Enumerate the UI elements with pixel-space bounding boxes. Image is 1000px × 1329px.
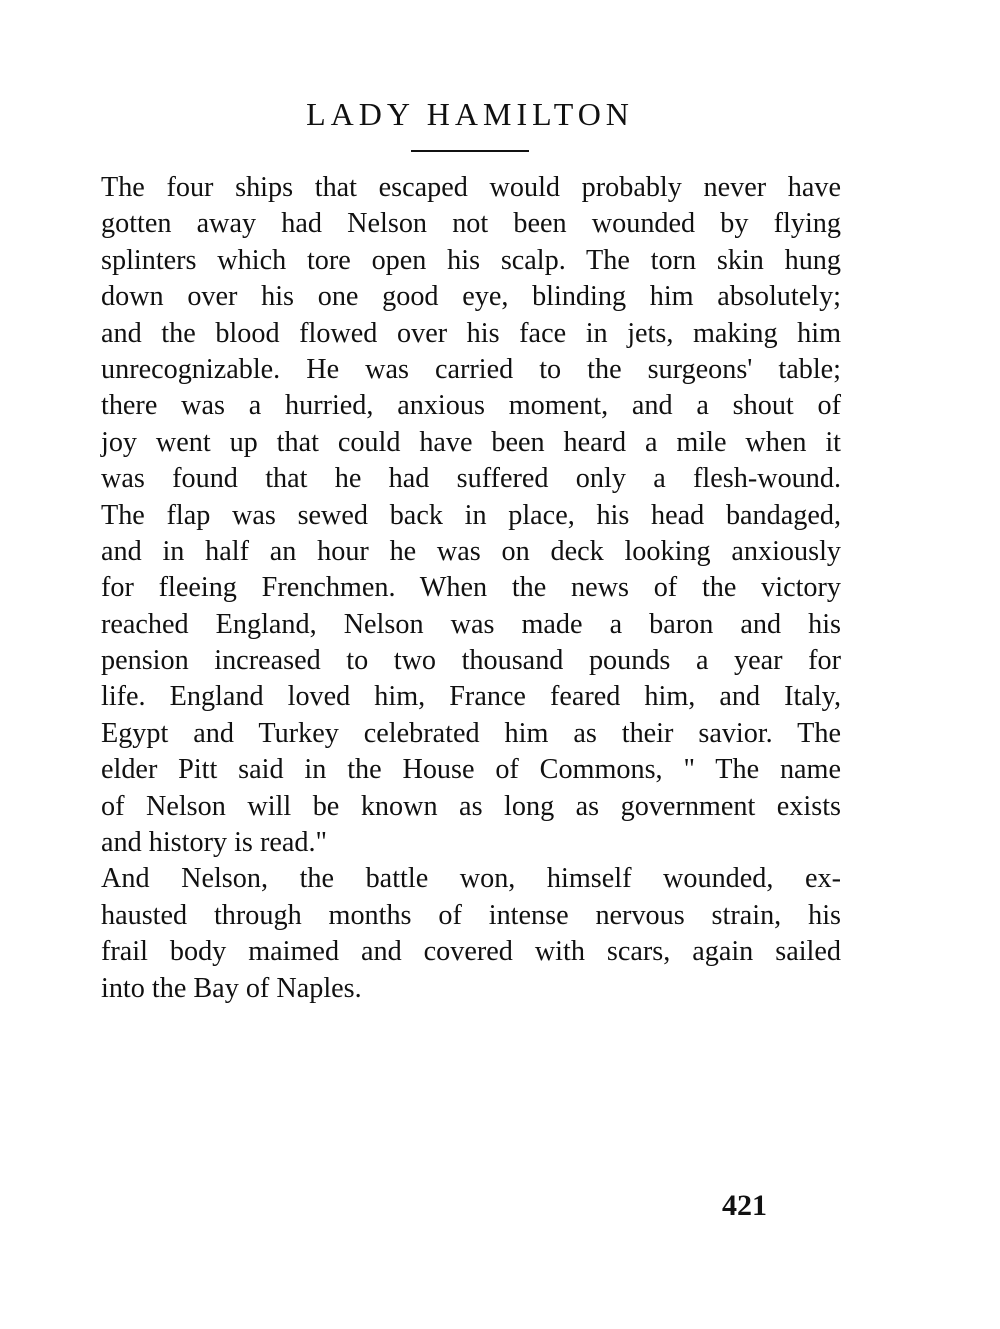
body-text bbox=[101, 170, 841, 1007]
text-line: was found that he had suffered only a flesh-wound. bbox=[101, 463, 841, 495]
text-line: and history is read." bbox=[101, 827, 327, 859]
text-line: hausted through months of intense nervous strain, his bbox=[101, 899, 841, 931]
text-line: life. England loved him, France feared him, and Italy, bbox=[101, 681, 841, 713]
text-line: pension increased to two thousand pounds a year for bbox=[101, 645, 841, 677]
text-line: unrecognizable. He was carried to the surgeons' table; bbox=[101, 353, 841, 385]
text-line: splinters which tore open his scalp. The torn skin hung bbox=[101, 244, 841, 276]
running-head: LADY HAMILTON bbox=[306, 96, 634, 132]
text-line: joy went up that could have been heard a mile when it bbox=[101, 426, 841, 458]
text-line: The four ships that escaped would probably never have bbox=[101, 172, 841, 203]
text-line: gotten away had Nelson not been wounded by flying bbox=[101, 208, 841, 240]
text-line: of Nelson will be known as long as government exists bbox=[101, 790, 841, 822]
text-line: into the Bay of Naples. bbox=[101, 972, 362, 1004]
text-line: and the blood flowed over his face in jets, making him bbox=[101, 317, 841, 349]
text-line: And Nelson, the battle won, himself wounded, ex- bbox=[101, 863, 841, 895]
text-line: there was a hurried, anxious moment, and a shout of bbox=[101, 390, 841, 422]
paragraph-2 bbox=[101, 861, 841, 1007]
text-line: The flap was sewed back in place, his head bandaged, bbox=[101, 499, 841, 531]
text-line: down over his one good eye, blinding him absolutely; bbox=[101, 281, 841, 313]
ornamental-rule bbox=[411, 150, 529, 152]
page-number: 421 bbox=[722, 1189, 767, 1222]
text-line: elder Pitt said in the House of Commons, " The name bbox=[101, 754, 841, 786]
text-line: reached England, Nelson was made a baron and his bbox=[101, 608, 841, 640]
text-line: Egypt and Turkey celebrated him as their savior. The bbox=[101, 717, 841, 749]
text-line: frail body maimed and covered with scars, again sailed bbox=[101, 936, 841, 968]
paragraph-1 bbox=[101, 170, 841, 861]
text-line: and in half an hour he was on deck looking anxiously bbox=[101, 535, 841, 567]
text-line: for fleeing Frenchmen. When the news of the victory bbox=[101, 572, 841, 604]
